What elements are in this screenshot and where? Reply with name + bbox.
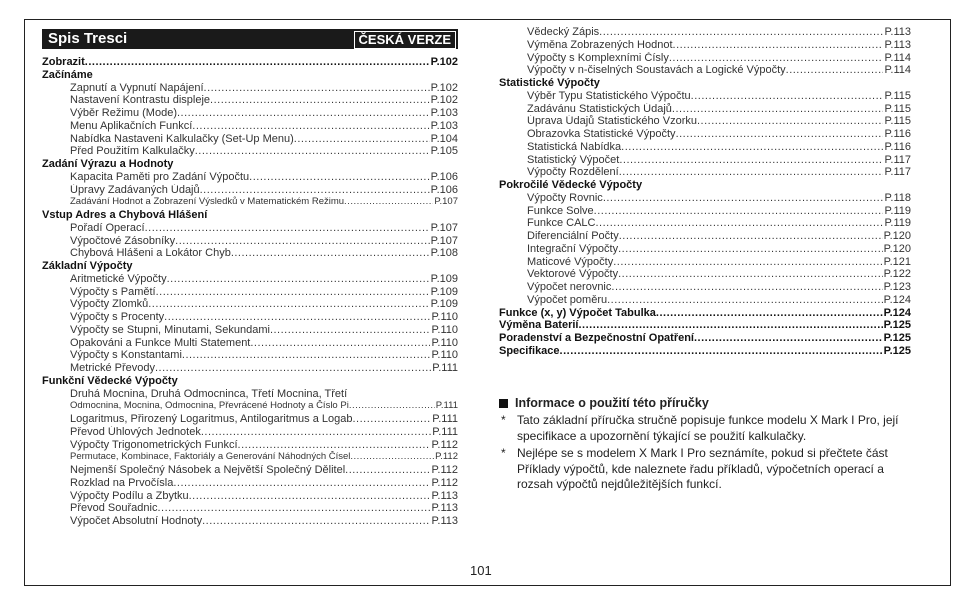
toc-entry-page: P.120 — [883, 230, 911, 242]
dot-leader — [167, 273, 430, 286]
toc-entry-page: P.116 — [884, 140, 911, 153]
toc-entry-page: P.114 — [884, 51, 911, 64]
dot-leader — [231, 247, 430, 260]
toc-entry-label: Výpočty v n-čiselných Soustavách a Logické Výpočty — [527, 64, 786, 77]
toc-entry-label: Aritmetické Výpočty — [70, 272, 167, 285]
dot-leader — [164, 311, 430, 324]
dot-leader — [607, 294, 883, 307]
toc-entry[interactable] — [499, 294, 911, 307]
dot-leader — [345, 464, 430, 477]
dot-leader — [156, 286, 430, 299]
dot-leader — [656, 307, 883, 320]
toc-entry[interactable] — [42, 222, 458, 235]
toc-entry-page: P.103 — [430, 107, 458, 119]
toc-entry-page: P.109 — [430, 272, 458, 285]
dot-leader — [697, 115, 884, 128]
toc-entry[interactable] — [499, 154, 911, 167]
toc-entry-label: Vstup Adres a Chybová Hlášení — [42, 209, 208, 221]
toc-entry[interactable] — [42, 400, 458, 413]
dot-leader — [603, 192, 884, 205]
toc-entry[interactable] — [499, 268, 911, 281]
dot-leader — [621, 141, 883, 154]
toc-entry-page: P.125 — [883, 319, 911, 332]
toc-entry-page: P.110 — [431, 336, 458, 349]
toc-entry[interactable] — [499, 179, 911, 192]
dot-leader — [173, 477, 430, 490]
toc-entry[interactable] — [42, 120, 458, 133]
toc-entry[interactable] — [42, 273, 458, 286]
toc-entry-label: Pokročilé Vědecké Výpočty — [499, 179, 643, 191]
toc-entry[interactable] — [42, 82, 458, 95]
toc-entry-label: Výpočty s Procenty — [70, 311, 165, 323]
dot-leader — [202, 515, 430, 528]
toc-entry-page: P.124 — [883, 306, 911, 319]
toc-entry-label: Statistická Nabídka — [527, 140, 622, 153]
dot-leader — [694, 332, 883, 345]
toc-entry[interactable] — [42, 349, 458, 362]
dot-leader — [619, 230, 883, 243]
toc-entry-label: Výpočty Rovnic — [527, 191, 603, 204]
toc-entry-label: Funkční Vědecké Výpočty — [42, 374, 178, 387]
toc-entry-label: Výpočet poměru — [527, 293, 608, 306]
toc-entry-page: P.113 — [884, 38, 911, 51]
dot-leader — [619, 154, 883, 167]
asterisk-icon: * — [501, 413, 506, 427]
toc-entry[interactable] — [42, 375, 458, 388]
toc-entry-page: P.111 — [435, 400, 458, 412]
dot-leader — [195, 145, 430, 158]
toc-entry-page: P.110 — [431, 349, 458, 362]
language-label: ČESKÁ VERZE — [354, 31, 456, 49]
toc-entry-label: Vědecký Zápis — [527, 26, 600, 38]
toc-entry-page: P.108 — [430, 247, 458, 260]
toc-entry[interactable] — [499, 39, 911, 52]
toc-entry[interactable] — [42, 439, 458, 452]
toc-entry-page: P.112 — [431, 464, 458, 476]
toc-entry-label: Výpočet nerovnic — [527, 281, 612, 293]
toc-entry-label: Logaritmus, Přirozený Logaritmus, Antilogaritmus a Logab — [70, 413, 353, 425]
toc-entry-page: P.110 — [431, 323, 458, 336]
dot-leader — [145, 222, 430, 235]
square-bullet-icon — [499, 399, 508, 408]
toc-entry[interactable] — [499, 26, 911, 39]
toc-entry[interactable] — [42, 426, 458, 439]
toc-entry[interactable] — [42, 451, 458, 464]
dot-leader — [599, 26, 883, 39]
toc-entry[interactable] — [499, 217, 911, 230]
toc-entry[interactable] — [499, 256, 911, 269]
toc-entry[interactable] — [42, 337, 458, 350]
toc-entry-label: Odmocnina, Mocnina, Odmocnina, Převrácené Hodnoty a Číslo Pi — [70, 400, 349, 412]
dot-leader — [201, 426, 431, 439]
toc-entry-label: Výpočty Podílu a Zbytku — [70, 489, 189, 502]
dot-leader — [786, 64, 884, 77]
toc-entry[interactable] — [499, 128, 911, 141]
toc-entry[interactable] — [499, 243, 911, 256]
toc-entry-page: P.106 — [430, 183, 458, 196]
dot-leader — [560, 345, 883, 358]
toc-entry-label: Převod Úhlových Jednotek — [70, 425, 201, 438]
toc-entry-page: P.123 — [883, 281, 911, 293]
toc-entry-page: P.112 — [431, 438, 458, 451]
toc-entry-page: P.107 — [430, 234, 458, 247]
toc-entry[interactable] — [42, 260, 458, 273]
asterisk-icon: * — [501, 446, 506, 460]
toc-entry-label: Funkce CALC — [527, 217, 596, 230]
toc-entry-label: Obrazovka Statistické Výpočty — [527, 128, 676, 140]
toc-entry-page: P.117 — [884, 153, 911, 166]
dot-leader — [673, 39, 884, 52]
notes-title-text: Informace o použití této příručky — [515, 396, 709, 410]
dot-leader — [155, 362, 431, 375]
toc-entry-label: Výpočtové Zásobníky — [70, 234, 176, 247]
toc-entry-label: Funkce (x, y) Výpočet Tabulka — [499, 306, 656, 319]
toc-entry-label: Výpočty s Pamětí — [70, 285, 156, 298]
toc-entry[interactable] — [42, 247, 458, 260]
toc-entry[interactable] — [499, 281, 911, 294]
toc-entry-label: Nejmenší Společný Násobek a Největší Společný Dělitel — [70, 464, 346, 476]
dot-leader — [294, 133, 430, 146]
dot-leader — [344, 196, 433, 209]
toc-entry-page: P.111 — [432, 413, 458, 425]
toc-entry-page: P.107 — [430, 221, 458, 234]
dot-leader — [85, 56, 430, 69]
toc-entry-label: Statistický Výpočet — [527, 153, 620, 166]
toc-entry-label: Výměna Baterií — [499, 319, 579, 332]
toc-entry[interactable] — [42, 515, 458, 528]
toc-entry-label: Zapnutí a Vypnutí Napájení — [70, 81, 204, 94]
toc-entry[interactable] — [499, 64, 911, 77]
toc-entry[interactable] — [499, 103, 911, 116]
toc-entry-label: Výpočty s Konstantami — [70, 349, 182, 362]
dot-leader — [676, 128, 884, 141]
toc-entry-label: Začínáme — [42, 68, 93, 81]
toc-entry-label: Výpočty Rozdělení — [527, 166, 619, 179]
toc-entry-label: Výpočet Absolutní Hodnoty — [70, 515, 203, 527]
toc-entry[interactable] — [42, 133, 458, 146]
dot-leader — [192, 120, 429, 133]
note-text: Nejlépe se s modelem X Mark I Pro seznámíte, pokud si přečtete část Příklady výpočtů, kde naleznete řadu příkladů, výpočetních operací a rozsah výpočtů nejdůležitějších funkcí. — [517, 446, 888, 491]
toc-entry-page: P.103 — [430, 119, 458, 132]
toc-entry-label: Úprava Údajů Statistického Vzorku — [527, 115, 697, 128]
toc-entry[interactable] — [42, 298, 458, 311]
toc-entry[interactable] — [42, 56, 458, 69]
toc-entry-page: P.121 — [883, 255, 911, 268]
toc-entry[interactable] — [499, 192, 911, 205]
toc-entry-page: P.106 — [430, 170, 458, 183]
toc-entry-page: P.115 — [884, 115, 911, 128]
toc-entry-label: Zadávánu Statistických Údajů — [527, 102, 672, 115]
dot-leader — [249, 171, 430, 184]
note-text: Tato základní příručka stručně popisuje funkce modelu X Mark I Pro, její specifikace a upozornění týkající se použití kalkulačky. — [517, 413, 899, 443]
toc-entry-page: P.117 — [884, 166, 911, 179]
toc-entry-label: Rozklad na Prvočísla — [70, 476, 174, 489]
toc-title: Spis Tresci — [48, 30, 128, 47]
toc-header-bar — [42, 29, 458, 49]
toc-entry[interactable] — [42, 502, 458, 515]
toc-entry-label: Diferenciální Počty — [527, 230, 619, 242]
toc-entry-label: Menu Aplikačních Funkcí — [70, 119, 193, 132]
dot-leader — [619, 166, 884, 179]
toc-entry-label: Opakováni a Funkce Multi Statement — [70, 336, 251, 349]
toc-entry-label: Statistické Výpočty — [499, 77, 600, 89]
toc-entry[interactable] — [499, 205, 911, 218]
dot-leader — [349, 400, 435, 413]
toc-entry-label: Vektorové Výpočty — [527, 268, 619, 281]
dot-leader — [669, 52, 884, 65]
dot-leader — [200, 184, 430, 197]
toc-entry-label: Zadávání Hodnot a Zobrazení Výsledků v Matematickém Režimu — [70, 196, 345, 208]
toc-entry[interactable] — [42, 69, 458, 82]
dot-leader — [352, 413, 431, 426]
toc-entry-label: Výpočty s Komplexními Čísly — [527, 51, 669, 64]
dot-leader — [611, 281, 882, 294]
toc-entry-page: P.102 — [430, 56, 458, 68]
toc-right-column — [499, 26, 911, 358]
toc-entry-label: Kapacita Paměti pro Zadání Výpočtu — [70, 170, 250, 183]
toc-entry-label: Chybová Hlášeni a Lokátor Chyb — [70, 247, 231, 260]
toc-entry-label: Výpočty se Stupni, Minutami, Sekundami — [70, 323, 270, 336]
toc-entry[interactable] — [499, 52, 911, 65]
toc-entry-label: Výpočty Trigonometrických Funkcí — [70, 438, 238, 451]
toc-entry-page: P.124 — [883, 293, 911, 306]
toc-entry-page: P.104 — [430, 132, 458, 145]
toc-entry[interactable] — [42, 286, 458, 299]
toc-entry[interactable] — [499, 307, 911, 320]
toc-entry-label: Zadání Výrazu a Hodnoty — [42, 158, 174, 170]
toc-entry-label: Pořadí Operací — [70, 221, 145, 234]
toc-entry[interactable] — [499, 230, 911, 243]
toc-entry[interactable] — [42, 464, 458, 477]
toc-entry-page: P.122 — [883, 268, 911, 281]
dot-leader — [691, 90, 884, 103]
toc-entry[interactable] — [42, 362, 458, 375]
toc-entry-label: Permutace, Kombinace, Faktoriály a Generování Náhodných Čísel — [70, 451, 351, 463]
toc-entry-page: P.102 — [430, 81, 458, 94]
toc-entry-label: Úpravy Zadávaných Údajů — [70, 183, 200, 196]
toc-entry-page: P.119 — [884, 204, 911, 217]
note-item — [499, 413, 911, 444]
toc-entry-page: P.113 — [431, 502, 458, 515]
toc-entry-label: Metrické Převody — [70, 362, 155, 374]
toc-entry-label: Základní Výpočty — [42, 260, 133, 272]
toc-entry-label: Zobrazit — [42, 56, 85, 68]
usage-notes — [499, 396, 911, 495]
dot-leader — [672, 103, 884, 116]
toc-entry[interactable] — [42, 107, 458, 120]
toc-entry[interactable] — [42, 324, 458, 337]
toc-entry-page: P.111 — [432, 425, 458, 438]
toc-entry-page: P.105 — [430, 145, 458, 158]
toc-entry[interactable] — [42, 388, 458, 401]
toc-entry[interactable] — [499, 345, 911, 358]
toc-entry[interactable] — [42, 235, 458, 248]
toc-entry-label: Výměna Zobrazených Hodnot — [527, 38, 673, 51]
toc-entry-label: Před Použitím Kalkulačky — [70, 145, 195, 158]
toc-entry-page: P.109 — [430, 298, 458, 311]
toc-entry-label: Převod Souřadnic — [70, 502, 158, 515]
dot-leader — [189, 490, 431, 503]
toc-entry-page: P.113 — [431, 489, 458, 502]
toc-entry-label: Maticové Výpočty — [527, 255, 614, 268]
notes-heading — [499, 396, 911, 410]
toc-entry-label: Nastavení Kontrastu displeje — [70, 94, 211, 107]
toc-entry-page: P.113 — [431, 515, 458, 527]
dot-leader — [613, 256, 882, 269]
toc-entry[interactable] — [42, 311, 458, 324]
toc-entry-page: P.114 — [884, 64, 911, 77]
dot-leader — [578, 319, 882, 332]
toc-entry-page: P.119 — [884, 217, 911, 230]
dot-leader — [618, 268, 883, 281]
toc-entry[interactable] — [499, 90, 911, 103]
toc-entry-label: Specifikace — [499, 344, 560, 357]
toc-entry[interactable] — [42, 94, 458, 107]
toc-entry[interactable] — [499, 319, 911, 332]
toc-entry[interactable] — [499, 77, 911, 90]
toc-left-column — [42, 56, 458, 528]
toc-entry[interactable] — [42, 209, 458, 222]
dot-leader — [594, 205, 884, 218]
toc-entry-page: P.109 — [430, 285, 458, 298]
toc-entry[interactable] — [42, 184, 458, 197]
toc-entry-page: P.113 — [884, 26, 911, 38]
toc-entry-label: Nabídka Nastaveni Kalkulačky (Set-Up Menu) — [70, 132, 294, 145]
toc-entry-page: P.125 — [883, 344, 911, 357]
toc-entry[interactable] — [42, 158, 458, 171]
dot-leader — [350, 451, 434, 464]
dot-leader — [182, 349, 431, 362]
toc-entry-label: Poradenství a Bezpečnostní Opatření — [499, 332, 694, 344]
dot-leader — [175, 235, 430, 248]
dot-leader — [204, 82, 430, 95]
dot-leader — [177, 107, 430, 120]
dot-leader — [618, 243, 883, 256]
toc-entry-label: Výběr Typu Statistického Výpočtu — [527, 89, 691, 102]
page-number: 101 — [470, 563, 492, 578]
toc-entry-page: P.116 — [884, 128, 911, 140]
toc-entry-page: P.112 — [431, 476, 458, 489]
toc-entry[interactable] — [42, 477, 458, 490]
dot-leader — [148, 298, 429, 311]
toc-entry-label: Druhá Mocnina, Druhá Odmocninca, Třetí Mocnina, Třetí — [70, 387, 348, 400]
toc-entry-label: Integrační Výpočty — [527, 242, 619, 255]
toc-entry[interactable] — [499, 141, 911, 154]
toc-entry-page: P.102 — [430, 94, 458, 107]
toc-entry[interactable] — [42, 145, 458, 158]
toc-entry[interactable] — [499, 332, 911, 345]
toc-entry-page: P.111 — [432, 362, 458, 374]
note-item — [499, 446, 911, 493]
toc-entry[interactable] — [42, 490, 458, 503]
toc-entry-page: P.115 — [884, 89, 911, 102]
toc-entry[interactable] — [499, 166, 911, 179]
dot-leader — [157, 502, 430, 515]
toc-entry[interactable] — [499, 115, 911, 128]
toc-entry-page: P.107 — [434, 196, 458, 208]
dot-leader — [270, 324, 431, 337]
toc-entry-label: Výběr Režimu (Mode) — [70, 107, 177, 119]
toc-entry[interactable] — [42, 413, 458, 426]
toc-entry-page: P.112 — [435, 451, 458, 463]
dot-leader — [210, 94, 430, 107]
toc-entry-page: P.115 — [884, 102, 911, 115]
toc-entry[interactable] — [42, 171, 458, 184]
toc-entry-page: P.118 — [884, 191, 911, 204]
dot-leader — [250, 337, 430, 350]
dot-leader — [595, 217, 883, 230]
toc-entry-label: Výpočty Zlomků — [70, 298, 149, 311]
toc-entry-page: P.110 — [431, 311, 458, 323]
toc-entry-page: P.125 — [883, 332, 911, 344]
toc-entry-page: P.120 — [883, 242, 911, 255]
toc-entry[interactable] — [42, 196, 458, 209]
toc-entry-label: Funkce Solve — [527, 204, 594, 217]
dot-leader — [238, 439, 431, 452]
